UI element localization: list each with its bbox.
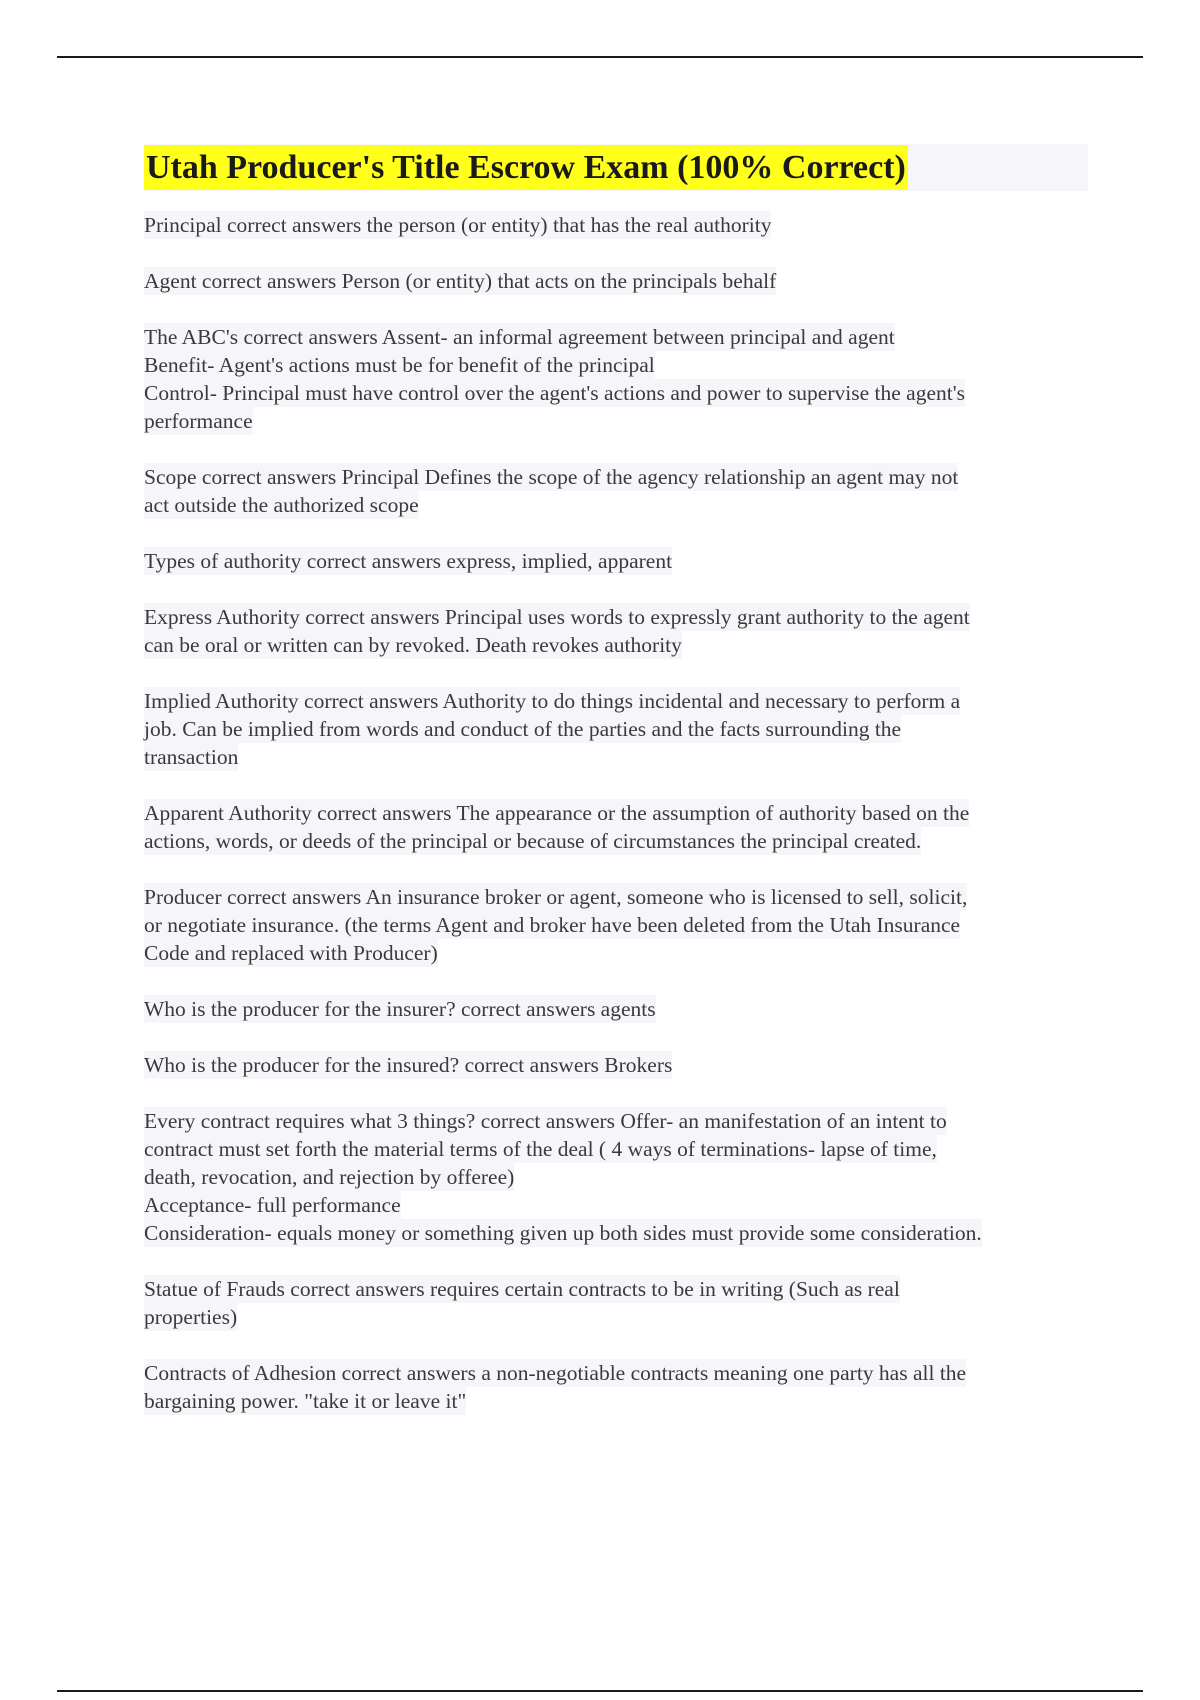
qa-line: Every contract requires what 3 things? correct answers Offer- an manifestation of an intent to: [144, 1109, 947, 1133]
qa-entry: [144, 1051, 1088, 1079]
qa-line: Express Authority correct answers Principal uses words to expressly grant authority to the agent: [144, 605, 970, 629]
qa-line: Who is the producer for the insured? correct answers Brokers: [144, 1053, 673, 1077]
qa-line: Acceptance- full performance: [144, 1193, 401, 1217]
qa-line: Control- Principal must have control over the agent's actions and power to supervise the agent's: [144, 381, 965, 405]
qa-line: transaction: [144, 745, 239, 769]
document-title: Utah Producer's Title Escrow Exam (100% Correct): [144, 145, 908, 190]
qa-entry: [144, 603, 1088, 659]
qa-line: job. Can be implied from words and conduct of the parties and the facts surrounding the: [144, 717, 902, 741]
qa-line: Code and replaced with Producer): [144, 941, 438, 965]
qa-line: properties): [144, 1305, 238, 1329]
qa-line: death, revocation, and rejection by offeree): [144, 1165, 515, 1189]
qa-line: can be oral or written can by revoked. Death revokes authority: [144, 633, 682, 657]
qa-line: The ABC's correct answers Assent- an informal agreement between principal and agent: [144, 325, 895, 349]
qa-entry: [144, 799, 1088, 855]
qa-line: Contracts of Adhesion correct answers a non-negotiable contracts meaning one party has all the: [144, 1361, 967, 1385]
top-rule: [57, 56, 1143, 58]
qa-entry: [144, 547, 1088, 575]
qa-line: Statue of Frauds correct answers requires certain contracts to be in writing (Such as real: [144, 1277, 900, 1301]
qa-line: Benefit- Agent's actions must be for benefit of the principal: [144, 353, 655, 377]
qa-line: act outside the authorized scope: [144, 493, 419, 517]
qa-line: Scope correct answers Principal Defines the scope of the agency relationship an agent may not: [144, 465, 959, 489]
qa-entry: [144, 267, 1088, 295]
qa-entry: [144, 323, 1088, 435]
qa-entry: [144, 1275, 1088, 1331]
qa-line: Types of authority correct answers express, implied, apparent: [144, 549, 673, 573]
qa-line: Principal correct answers the person (or entity) that has the real authority: [144, 213, 772, 237]
qa-line: Consideration- equals money or something given up both sides must provide some consideration.: [144, 1221, 982, 1245]
qa-line: performance: [144, 409, 253, 433]
qa-entry: [144, 687, 1088, 771]
qa-entry: [144, 1107, 1088, 1247]
qa-entry: [144, 211, 1088, 239]
qa-line: contract must set forth the material terms of the deal ( 4 ways of terminations- lapse of time,: [144, 1137, 937, 1161]
qa-line: actions, words, or deeds of the principal or because of circumstances the principal created.: [144, 829, 922, 853]
bottom-rule: [57, 1690, 1143, 1692]
qa-entry: [144, 1359, 1088, 1415]
document-body: [144, 144, 1088, 1443]
qa-entry: [144, 995, 1088, 1023]
qa-line: Implied Authority correct answers Authority to do things incidental and necessary to perform a: [144, 689, 961, 713]
qa-line: bargaining power. "take it or leave it": [144, 1389, 467, 1413]
qa-entry: [144, 463, 1088, 519]
qa-entry: [144, 883, 1088, 967]
qa-line: Who is the producer for the insurer? correct answers agents: [144, 997, 656, 1021]
qa-line: Producer correct answers An insurance broker or agent, someone who is licensed to sell, solicit,: [144, 885, 968, 909]
title-block: [144, 144, 1088, 191]
qa-line: Apparent Authority correct answers The appearance or the assumption of authority based on the: [144, 801, 970, 825]
qa-line: Agent correct answers Person (or entity) that acts on the principals behalf: [144, 269, 777, 293]
qa-line: or negotiate insurance. (the terms Agent and broker have been deleted from the Utah Insurance: [144, 913, 961, 937]
